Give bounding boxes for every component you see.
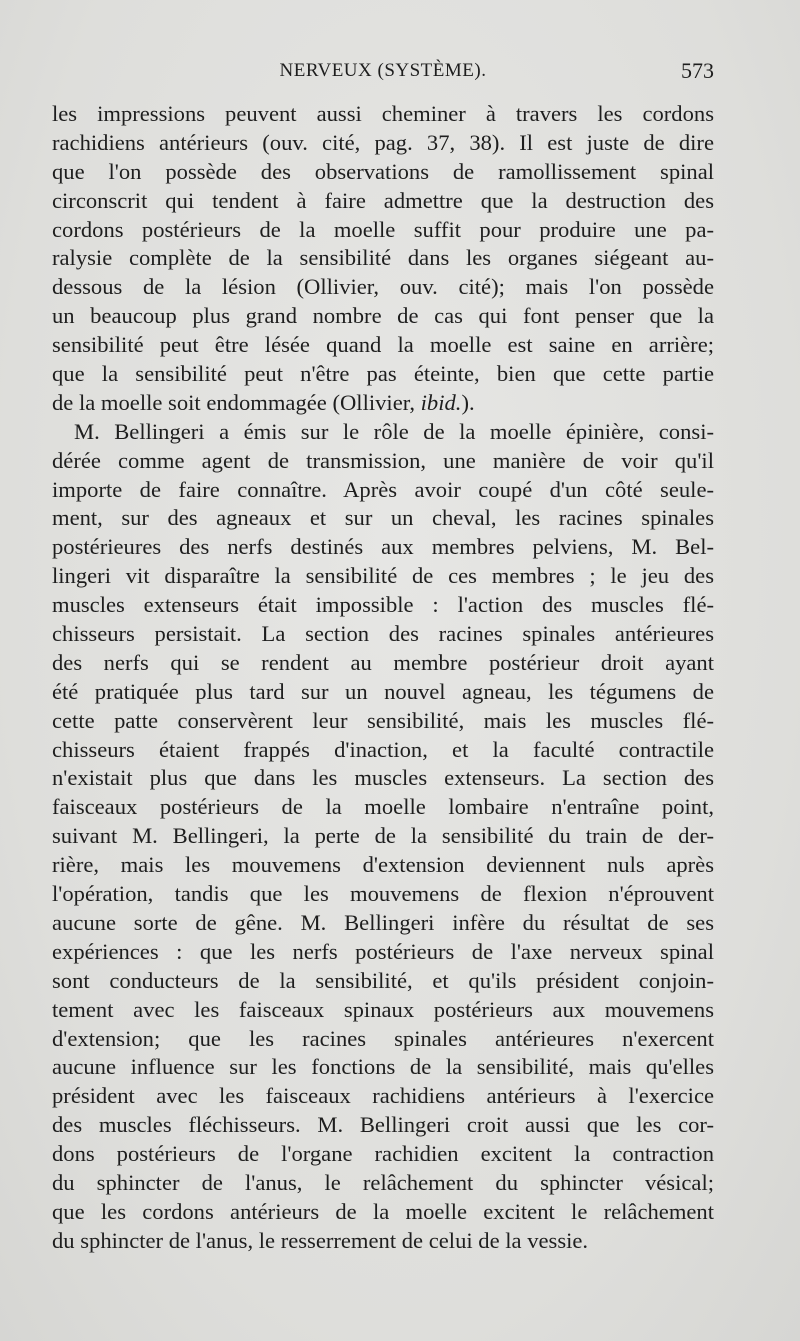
text-line: sont conducteurs de la sensibilité, et qu'ils président conjoin- bbox=[52, 967, 714, 993]
text-line: que l'on possède des observations de ramollissement spinal bbox=[52, 158, 714, 184]
text-line: expériences : que les nerfs postérieurs de l'axe nerveux spinal bbox=[52, 938, 714, 964]
text-line: que les cordons antérieurs de la moelle excitent le relâchement bbox=[52, 1198, 714, 1224]
text-line: du sphincter de l'anus, le relâchement du sphincter vésical; bbox=[52, 1169, 714, 1195]
text-line: des nerfs qui se rendent au membre postérieur droit ayant bbox=[52, 649, 714, 675]
page-number: 573 bbox=[681, 58, 714, 83]
text-line: dessous de la lésion (Ollivier, ouv. cité); mais l'on possède bbox=[52, 274, 714, 300]
text-line: M. Bellingeri a émis sur le rôle de la moelle épinière, consi- bbox=[74, 418, 714, 444]
text-line: été pratiquée plus tard sur un nouvel agneau, les tégumens de bbox=[52, 678, 714, 704]
text-line: ment, sur des agneaux et sur un cheval, les racines spinales bbox=[52, 505, 714, 531]
text-line: rachidiens antérieurs (ouv. cité, pag. 37, 38). Il est juste de dire bbox=[52, 129, 714, 155]
text-line: dérée comme agent de transmission, une manière de voir qu'il bbox=[52, 447, 714, 473]
text-line: aucune sorte de gêne. M. Bellingeri infère du résultat de ses bbox=[52, 909, 714, 935]
text-line: président avec les faisceaux rachidiens antérieurs à l'exercice bbox=[52, 1083, 714, 1109]
text-line: cette patte conservèrent leur sensibilité, mais les muscles flé- bbox=[52, 707, 714, 733]
text-line: sensibilité peut être lésée quand la moelle est saine en arrière; bbox=[52, 332, 714, 358]
text-line: des muscles fléchisseurs. M. Bellingeri croit aussi que les cor- bbox=[52, 1112, 714, 1138]
text-line: d'extension; que les racines spinales antérieures n'exercent bbox=[52, 1025, 714, 1051]
text-line: aucune influence sur les fonctions de la sensibilité, mais qu'elles bbox=[52, 1054, 714, 1080]
text-line: chisseurs persistait. La section des racines spinales antérieures bbox=[52, 621, 714, 647]
text-line: tement avec les faisceaux spinaux postérieurs aux mouvemens bbox=[52, 996, 714, 1022]
text-fragment: de la moelle soit endommagée (Ollivier, bbox=[52, 389, 421, 415]
text-line: dons postérieurs de l'organe rachidien excitent la contraction bbox=[52, 1141, 714, 1167]
text-line: faisceaux postérieurs de la moelle lombaire n'entraîne point, bbox=[52, 794, 714, 820]
text-line: circonscrit qui tendent à faire admettre que la destruction des bbox=[52, 187, 714, 213]
text-line: du sphincter de l'anus, le resserrement de celui de la vessie. bbox=[52, 1227, 589, 1253]
text-line: que la sensibilité peut n'être pas éteinte, bien que cette partie bbox=[52, 361, 714, 387]
text-line: importe de faire connaître. Après avoir coupé d'un côté seule- bbox=[52, 476, 714, 502]
text-line: chisseurs étaient frappés d'inaction, et la faculté contractile bbox=[52, 736, 714, 762]
text-line: les impressions peuvent aussi cheminer à travers les cordons bbox=[52, 101, 714, 126]
text-line: postérieures des nerfs destinés aux membres pelviens, M. Bel- bbox=[52, 534, 714, 560]
text-line: rière, mais les mouvemens d'extension deviennent nuls après bbox=[52, 852, 714, 878]
body-text bbox=[52, 100, 714, 1256]
text-line: ralysie complète de la sensibilité dans les organes siégeant au- bbox=[52, 245, 714, 271]
text-line: l'opération, tandis que les mouvemens de flexion n'éprouvent bbox=[52, 881, 714, 907]
text-line: un beaucoup plus grand nombre de cas qui font penser que la bbox=[52, 303, 714, 329]
text-line bbox=[52, 389, 714, 418]
text-line: suivant M. Bellingeri, la perte de la sensibilité du train de der- bbox=[52, 823, 714, 849]
running-head bbox=[52, 56, 714, 90]
text-fragment: ). bbox=[461, 389, 475, 415]
text-line: cordons postérieurs de la moelle suffit pour produire une pa- bbox=[52, 216, 714, 242]
text-line: lingeri vit disparaître la sensibilité de ces membres ; le jeu des bbox=[52, 563, 714, 589]
section-title: NERVEUX (SYSTÈME). bbox=[279, 60, 487, 81]
text-line: n'existait plus que dans les muscles extenseurs. La section des bbox=[52, 765, 714, 791]
text-line: muscles extenseurs était impossible : l'action des muscles flé- bbox=[52, 592, 714, 618]
italic-citation: ibid. bbox=[420, 389, 462, 415]
